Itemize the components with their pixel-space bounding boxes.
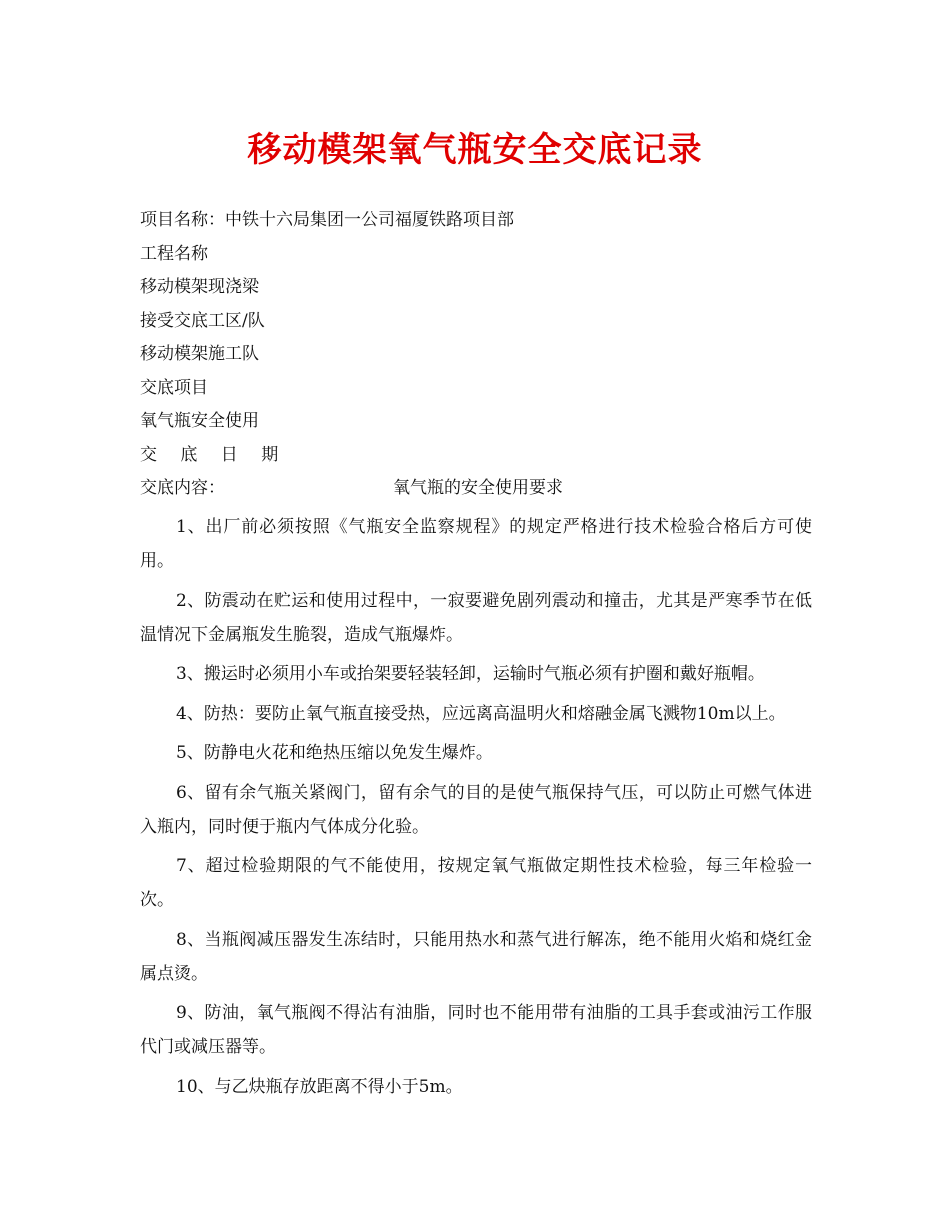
- list-item: 5、防静电火花和绝热压缩以免发生爆炸。: [176, 743, 493, 763]
- content-heading-row: [140, 472, 820, 506]
- list-item: 4、防热：要防止氧气瓶直接受热，应远离高温明火和熔融金属飞溅物10m以上。: [176, 703, 786, 724]
- list-item: 3、搬运时必须用小车或抬架要轻装轻卸，运输时气瓶必须有护圈和戴好瓶帽。: [176, 664, 765, 684]
- list-item: 6、留有余气瓶关紧阀门，留有余气的目的是使气瓶保持气压，可以防止可燃气体进入瓶内，同时便于瓶内气体成分化验。: [140, 782, 812, 837]
- list-item: 1、出厂前必须按照《气瓶安全监察规程》的规定严格进行技术检验合格后方可使用。: [140, 517, 812, 571]
- list-item: 7、超过检验期限的气不能使用，按规定氧气瓶做定期性技术检验，每三年检验一次。: [140, 856, 812, 910]
- list-item: 10、与乙炔瓶存放距离不得小于5m。: [176, 1076, 463, 1097]
- field-engineering-name-label: 工程名称: [140, 243, 208, 264]
- header-fields: [140, 204, 820, 506]
- list-item: 9、防油，氧气瓶阀不得沾有油脂，同时也不能用带有油脂的工具手套或油污工作服代门或减压器等。: [140, 1003, 812, 1057]
- field-engineering-name-value: 移动模架现浇梁: [140, 277, 259, 297]
- content-label: 交底内容：: [140, 478, 225, 498]
- field-briefing-item-label: 交底项目: [140, 377, 208, 398]
- requirement-list: [140, 510, 812, 1109]
- list-item: 8、当瓶阀减压器发生冻结时，只能用热水和蒸气进行解冻，绝不能用火焰和烧红金属点烫。: [140, 929, 812, 984]
- field-briefing-item-value: 氧气瓶安全使用: [140, 411, 259, 431]
- field-briefing-date-label: 交 底 日 期: [140, 444, 288, 465]
- document-title: 移动模架氧气瓶安全交底记录: [247, 130, 703, 170]
- list-item: 2、防震动在贮运和使用过程中，一寂要避免剧列震动和撞击，尤其是严寒季节在低温情况下金属瓶发生脆裂，造成气瓶爆炸。: [140, 590, 812, 645]
- content-subtitle: 氧气瓶的安全使用要求: [393, 478, 563, 498]
- field-receiving-team-value: 移动模架施工队: [140, 344, 259, 364]
- field-receiving-team-label: 接受交底工区/队: [140, 310, 265, 331]
- field-project-name: 项目名称：中铁十六局集团一公司福厦铁路项目部: [140, 210, 514, 230]
